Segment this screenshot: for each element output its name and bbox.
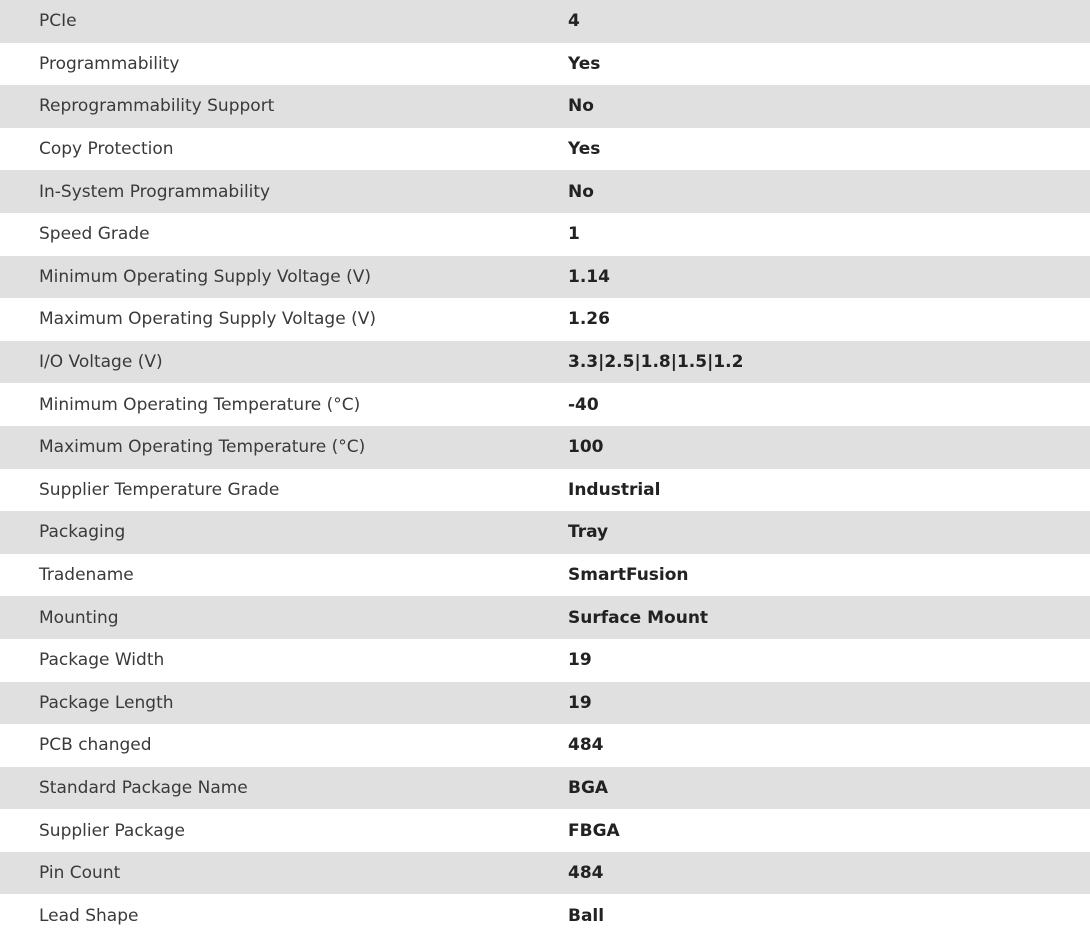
spec-row — [0, 554, 1090, 597]
spec-row — [0, 469, 1090, 512]
spec-label: Package Length — [39, 692, 174, 713]
spec-row — [0, 128, 1090, 171]
spec-value: 484 — [568, 735, 604, 756]
spec-label: Package Width — [39, 650, 165, 671]
spec-row — [0, 852, 1090, 895]
spec-label: Supplier Temperature Grade — [39, 479, 280, 500]
spec-row — [0, 894, 1090, 937]
spec-value: -40 — [568, 394, 599, 415]
spec-row — [0, 298, 1090, 341]
spec-value: FBGA — [568, 820, 620, 841]
spec-row — [0, 383, 1090, 426]
spec-row — [0, 767, 1090, 810]
spec-label: Standard Package Name — [39, 777, 248, 798]
spec-label: Maximum Operating Supply Voltage (V) — [39, 309, 376, 330]
spec-label: Lead Shape — [39, 905, 139, 926]
spec-row — [0, 639, 1090, 682]
spec-row — [0, 341, 1090, 384]
spec-value: No — [568, 181, 594, 202]
spec-value: BGA — [568, 777, 609, 798]
spec-value: No — [568, 96, 594, 117]
spec-value: SmartFusion — [568, 565, 689, 586]
spec-row — [0, 596, 1090, 639]
spec-value: 4 — [568, 11, 580, 32]
spec-label: Supplier Package — [39, 820, 185, 841]
spec-value: 19 — [568, 692, 592, 713]
spec-row — [0, 43, 1090, 86]
spec-label: Minimum Operating Supply Voltage (V) — [39, 266, 371, 287]
spec-row — [0, 809, 1090, 852]
spec-row — [0, 682, 1090, 725]
spec-value: Ball — [568, 905, 605, 926]
spec-value: 19 — [568, 650, 592, 671]
spec-label: Reprogrammability Support — [39, 96, 275, 117]
spec-label: Packaging — [39, 522, 126, 543]
spec-label: Mounting — [39, 607, 119, 628]
spec-value: Industrial — [568, 479, 661, 500]
spec-value: Tray — [568, 522, 609, 543]
spec-row — [0, 0, 1090, 43]
spec-value: 1.14 — [568, 266, 610, 287]
spec-label: Pin Count — [39, 863, 121, 884]
spec-value: Yes — [568, 53, 601, 74]
spec-row — [0, 256, 1090, 299]
spec-value: Yes — [568, 139, 601, 160]
spec-row — [0, 213, 1090, 256]
spec-value: Surface Mount — [568, 607, 709, 628]
spec-row — [0, 724, 1090, 767]
spec-row — [0, 85, 1090, 128]
spec-value: 1.26 — [568, 309, 610, 330]
spec-row — [0, 511, 1090, 554]
spec-label: In-System Programmability — [39, 181, 271, 202]
spec-label: PCIe — [39, 11, 77, 32]
spec-label: Minimum Operating Temperature (°C) — [39, 394, 361, 415]
spec-label: Tradename — [39, 565, 134, 586]
spec-value: 484 — [568, 863, 604, 884]
spec-value: 100 — [568, 437, 604, 458]
spec-label: I/O Voltage (V) — [39, 352, 163, 373]
spec-label: PCB changed — [39, 735, 152, 756]
spec-label: Speed Grade — [39, 224, 150, 245]
spec-value: 3.3|2.5|1.8|1.5|1.2 — [568, 352, 744, 373]
spec-label: Copy Protection — [39, 139, 174, 160]
spec-label: Maximum Operating Temperature (°C) — [39, 437, 366, 458]
spec-row — [0, 170, 1090, 213]
spec-row — [0, 426, 1090, 469]
spec-label: Programmability — [39, 53, 180, 74]
spec-value: 1 — [568, 224, 580, 245]
